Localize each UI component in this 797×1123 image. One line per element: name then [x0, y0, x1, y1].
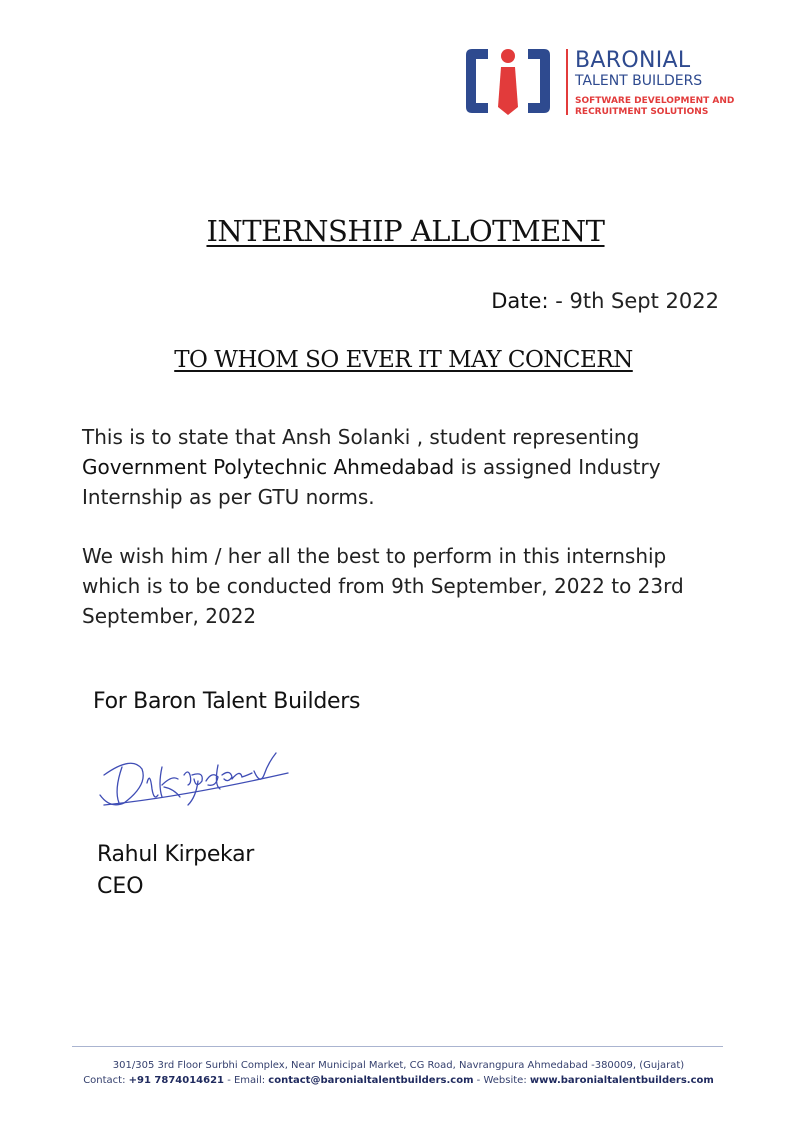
website-link[interactable]: www.baronialtalentbuilders.com — [529, 1075, 714, 1086]
footer-divider — [72, 1046, 723, 1047]
signature-icon — [92, 745, 292, 810]
body-paragraph-2: We wish him / her all the best to perform in this internship which is to be conducted from 9th September, 2022 to 23rd September, 2022 — [82, 544, 684, 628]
paragraph-1-rest: is assigned Industry Internship as per GTU norms. — [82, 455, 661, 509]
footer-contact — [0, 1075, 797, 1086]
institution-name: Government Polytechnic Ahmedabad — [82, 455, 455, 479]
logo-tagline-1: SOFTWARE DEVELOPMENT AND — [575, 96, 735, 106]
logo-name: BARONIAL — [575, 48, 691, 73]
recipient-heading: TO WHOM SO EVER IT MAY CONCERN — [174, 347, 633, 373]
body-paragraph-1 — [82, 422, 722, 512]
paragraph-1-intro: This is to state that Ansh Solanki , student representing — [82, 425, 640, 449]
document-title: INTERNSHIP ALLOTMENT — [206, 214, 605, 248]
date-value: - 9th Sept 2022 — [548, 289, 719, 313]
website-label: - Website: — [473, 1075, 527, 1086]
date-label: Date: — [491, 289, 549, 313]
company-logo — [462, 45, 752, 117]
signer-title: CEO — [97, 874, 144, 899]
logo-mark-icon — [462, 45, 554, 117]
sign-for-company: For Baron Talent Builders — [93, 689, 361, 714]
footer-address: 301/305 3rd Floor Surbhi Complex, Near Municipal Market, CG Road, Navrangpura Ahmedabad -380009, (Gujarat) — [112, 1060, 685, 1071]
contact-email-link[interactable]: contact@baronialtalentbuilders.com — [268, 1075, 474, 1086]
logo-tagline-2: RECRUITMENT SOLUTIONS — [575, 107, 709, 117]
email-label: - Email: — [224, 1075, 266, 1086]
logo-divider — [566, 49, 568, 115]
contact-phone[interactable]: +91 7874014621 — [128, 1075, 225, 1086]
logo-subtitle: TALENT BUILDERS — [575, 73, 703, 89]
date-line — [491, 289, 719, 313]
signer-name: Rahul Kirpekar — [97, 842, 255, 867]
contact-label: Contact: — [83, 1075, 126, 1086]
